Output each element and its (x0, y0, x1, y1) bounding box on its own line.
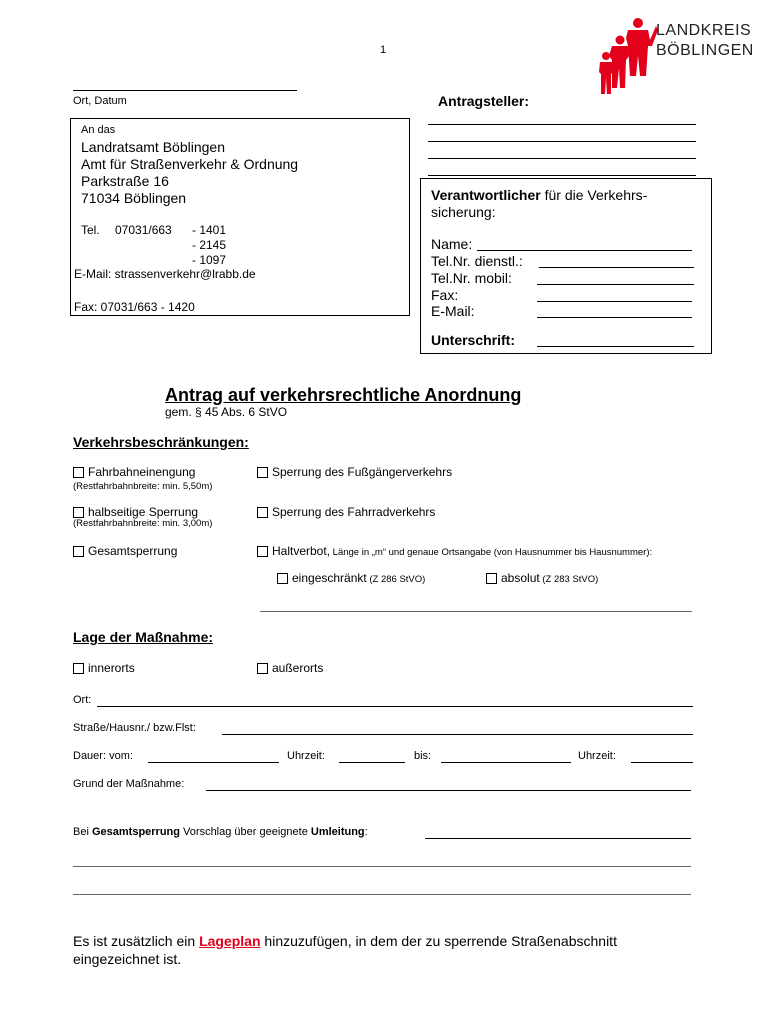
fahrrad-checkbox[interactable] (257, 507, 268, 518)
halbseitige-option[interactable] (73, 505, 198, 519)
address-line2: Amt für Straßenverkehr & Ordnung (81, 156, 299, 172)
responsible-box (420, 178, 712, 354)
halbseitige-note: (Restfahrbahnbreite: min. 3,00m) (73, 518, 213, 529)
dauer-bis-field[interactable] (441, 762, 571, 763)
absolut-note: (Z 283 StVO) (539, 574, 599, 585)
absolut-label: absolut (501, 571, 540, 585)
fahrbahneinengung-note: (Restfahrbahnbreite: min. 5,50m) (73, 481, 213, 492)
ausserorts-option[interactable] (257, 661, 323, 675)
umleitung-prefix: Bei (73, 826, 92, 838)
fax-field[interactable] (537, 301, 692, 302)
eingeschraenkt-note: (Z 286 StVO) (366, 574, 426, 585)
umleitung-suffix: : (364, 826, 368, 838)
halbseitige-checkbox[interactable] (73, 507, 84, 518)
address-line3: Parkstraße 16 (81, 173, 169, 189)
ort-datum-label: Ort, Datum (73, 95, 127, 107)
uhrzeit-label-1: Uhrzeit: (287, 750, 325, 762)
responsible-title-bold: Verantwortlicher (431, 187, 541, 203)
dauer-vom-field[interactable] (148, 762, 279, 763)
tel-ext-3: - 1097 (192, 253, 227, 267)
lageplan-part1: Es ist zusätzlich ein (73, 933, 200, 949)
ausserorts-label: außerorts (272, 661, 324, 675)
ort-label: Ort: (73, 694, 92, 706)
ort-datum-line[interactable] (73, 90, 297, 91)
email-line: E-Mail: strassenverkehr@lrabb.de (74, 267, 256, 281)
tel-mobil-label: Tel.Nr. mobil: (431, 270, 512, 286)
strasse-field[interactable] (222, 734, 693, 735)
umleitung-middle: Vorschlag über geeignete (180, 826, 311, 838)
absolut-checkbox[interactable] (486, 573, 497, 584)
fussgaenger-label: Sperrung des Fußgängerverkehrs (272, 465, 453, 479)
haltverbot-note: Länge in „m“ und genaue Ortsangabe (von Hausnummer bis Hausnummer): (330, 547, 653, 558)
fahrbahneinengung-option[interactable] (73, 465, 195, 479)
gesamtsperrung-option[interactable] (73, 544, 177, 558)
logo-line2: BÖBLINGEN (656, 42, 754, 59)
haltverbot-label: Haltverbot, (272, 544, 331, 558)
an-das-label: An das (81, 124, 116, 136)
umleitung-label (73, 826, 368, 838)
grund-label: Grund der Maßnahme: (73, 778, 185, 790)
fahrrad-option[interactable] (257, 505, 435, 519)
bis-label: bis: (414, 750, 432, 762)
dauer-label: Dauer: vom: (73, 750, 133, 762)
umleitung-field-3[interactable] (73, 894, 691, 895)
tel-dienstl-label: Tel.Nr. dienstl.: (431, 253, 523, 269)
lageplan-notice-line2: eingezeichnet ist. (73, 951, 182, 967)
antragsteller-label: Antragsteller: (438, 93, 530, 109)
name-field[interactable] (477, 250, 692, 251)
grund-field[interactable] (206, 790, 691, 791)
innerorts-label: innerorts (88, 661, 135, 675)
haltverbot-checkbox[interactable] (257, 546, 268, 557)
antragsteller-line-4[interactable] (428, 175, 696, 176)
antragsteller-line-2[interactable] (428, 141, 696, 142)
umleitung-word: Umleitung (310, 826, 365, 838)
ort-field[interactable] (97, 706, 693, 707)
haltverbot-details-field[interactable] (260, 611, 692, 612)
halbseitige-label: halbseitige Sperrung (88, 505, 199, 519)
responsible-title-rest: für die Verkehrs- (540, 187, 648, 203)
address-box (70, 118, 410, 316)
innerorts-checkbox[interactable] (73, 663, 84, 674)
uhrzeit-bis-field[interactable] (631, 762, 693, 763)
page-number: 1 (380, 44, 387, 56)
tel-dienstl-field[interactable] (539, 267, 694, 268)
address-line1: Landratsamt Böblingen (81, 139, 225, 155)
tel-ext-1: - 1401 (192, 223, 227, 237)
eingeschraenkt-option[interactable] (277, 571, 425, 585)
antragsteller-line-1[interactable] (428, 124, 696, 125)
landkreis-logo (598, 16, 754, 96)
fahrbahneinengung-label: Fahrbahneinengung (88, 465, 196, 479)
antragsteller-line-3[interactable] (428, 158, 696, 159)
email-field[interactable] (537, 317, 692, 318)
signature-field[interactable] (537, 346, 694, 347)
fahrrad-label: Sperrung des Fahrradverkehrs (272, 505, 436, 519)
location-heading: Lage der Maßnahme: (73, 629, 214, 645)
responsible-title (431, 187, 647, 203)
haltverbot-option[interactable] (257, 544, 652, 558)
uhrzeit-label-2: Uhrzeit: (578, 750, 616, 762)
fussgaenger-option[interactable] (257, 465, 452, 479)
tel-mobil-field[interactable] (537, 284, 694, 285)
lageplan-part2: hinzuzufügen, in dem der zu sperrende Straßenabschnitt (260, 933, 617, 949)
fahrbahneinengung-checkbox[interactable] (73, 467, 84, 478)
responsible-title-line2: sicherung: (431, 204, 496, 220)
tel-label: Tel. (81, 223, 100, 237)
email-label: E-Mail: (431, 303, 475, 319)
eingeschraenkt-checkbox[interactable] (277, 573, 288, 584)
logo-line1: LANDKREIS (656, 22, 752, 39)
gesamtsperrung-checkbox[interactable] (73, 546, 84, 557)
ausserorts-checkbox[interactable] (257, 663, 268, 674)
form-subtitle: gem. § 45 Abs. 6 StVO (165, 405, 288, 419)
umleitung-gesamtsperrung: Gesamtsperrung (91, 826, 180, 838)
fussgaenger-checkbox[interactable] (257, 467, 268, 478)
lageplan-notice (73, 933, 617, 949)
fax-label: Fax: (431, 287, 459, 303)
restrictions-heading: Verkehrsbeschränkungen: (73, 434, 249, 450)
form-title: Antrag auf verkehrsrechtliche Anordnung (165, 385, 522, 405)
landkreis-figures-icon (598, 16, 658, 96)
innerorts-option[interactable] (73, 661, 135, 675)
address-line4: 71034 Böblingen (81, 190, 187, 206)
uhrzeit-vom-field[interactable] (339, 762, 405, 763)
gesamtsperrung-label: Gesamtsperrung (88, 544, 178, 558)
tel-ext-2: - 2145 (192, 238, 227, 252)
name-label: Name: (431, 236, 473, 252)
signature-label: Unterschrift: (431, 332, 516, 348)
umleitung-field-2[interactable] (73, 866, 691, 867)
tel-prefix: 07031/663 (115, 223, 172, 237)
fax-line: Fax: 07031/663 - 1420 (74, 300, 195, 314)
absolut-option[interactable] (486, 571, 598, 585)
strasse-label: Straße/Hausnr./ bzw.Flst: (73, 722, 196, 734)
umleitung-field[interactable] (425, 838, 691, 839)
lageplan-word: Lageplan (199, 933, 261, 949)
eingeschraenkt-label: eingeschränkt (292, 571, 367, 585)
